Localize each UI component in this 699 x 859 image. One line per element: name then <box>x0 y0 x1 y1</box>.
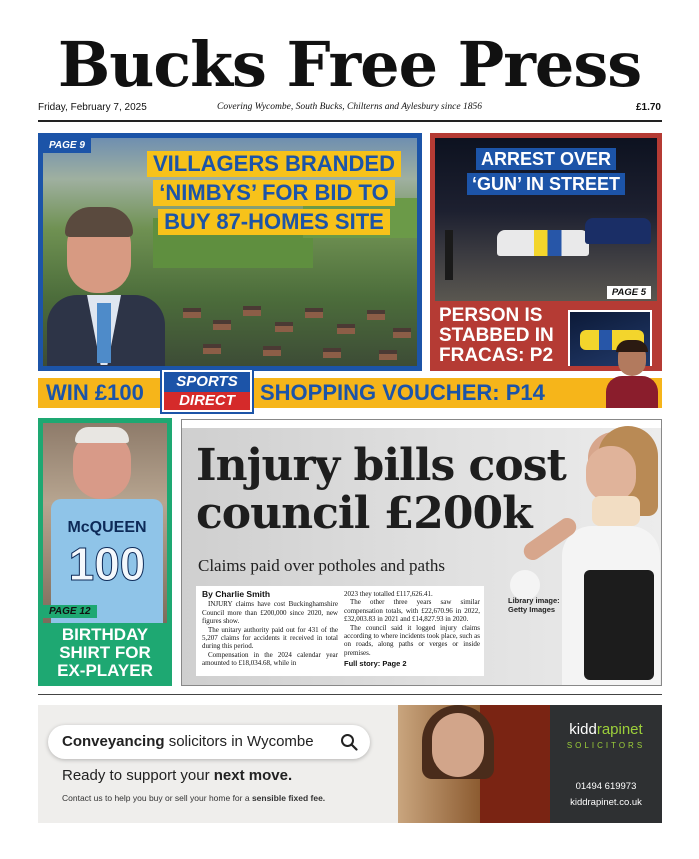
house-image <box>183 308 201 318</box>
advert-website[interactable]: kiddrapinet.co.uk <box>570 797 642 808</box>
headline-line: ‘GUN’ IN STREET <box>467 173 625 195</box>
headline-line: council £200k <box>196 488 532 539</box>
article-paragraph: 2023 they totalled £117,626.41. <box>344 590 433 598</box>
promo-model-photo <box>602 342 662 408</box>
advert-tagline-bold: next move. <box>213 767 293 784</box>
police-car-image <box>497 230 589 256</box>
kiddrapinet-advert[interactable] <box>38 705 662 823</box>
advert-tagline <box>62 767 292 784</box>
headline-line: PERSON IS <box>439 305 543 326</box>
headline-birthday <box>42 626 168 680</box>
search-text: solicitors in Wycombe <box>164 733 314 750</box>
promo-banner[interactable] <box>38 373 662 409</box>
credit-line: Getty Images <box>508 605 556 614</box>
lead-story[interactable] <box>181 419 662 686</box>
story-villagers[interactable] <box>38 133 422 371</box>
article-paragraph: The council said it logged injury claims according to where incidents took place, such as on roads, along paths or verges or inside premises. <box>344 623 480 657</box>
article-paragraph: INJURY claims have cost Buckinghamshire Council more than £200,000 since 2020, new figures show. <box>202 600 338 626</box>
advert-tagline-text: Ready to support your <box>62 767 214 784</box>
brand-part-b: rapinet <box>596 721 643 738</box>
article-paragraph: Compensation in the 2024 calendar year amounted to £18,034.68, while in <box>202 650 338 668</box>
headline-line: SHIRT FOR <box>59 643 151 662</box>
advert-search-bar <box>48 725 370 759</box>
promo-win: WIN £100 <box>46 380 144 405</box>
house-image <box>213 320 231 330</box>
article-paragraph: The unitary authority paid out for 431 of the 5,207 claims for accidents it received in total during this period. <box>202 625 338 651</box>
image-credit <box>508 596 560 614</box>
police-scene-photo <box>435 138 657 301</box>
ex-player-photo <box>43 423 167 623</box>
headline-line: ARREST OVER <box>476 148 616 170</box>
shirt-name: McQUEEN <box>67 519 147 536</box>
house-image <box>337 324 355 334</box>
figure-image <box>445 230 453 280</box>
headline-line: BUY 87-HOMES SITE <box>158 209 390 235</box>
headline-arrest <box>435 148 657 198</box>
page-tag: PAGE 12 <box>43 605 97 618</box>
headline-line: VILLAGERS BRANDED <box>147 151 401 177</box>
story-birthday[interactable] <box>38 418 172 686</box>
headline-line: ‘NIMBYS’ FOR BID TO <box>153 180 394 206</box>
headline-stabbed <box>439 306 554 366</box>
logo-text-bottom: DIRECT <box>164 392 250 410</box>
masthead-title: Bucks Free Press <box>57 28 642 101</box>
story-arrest[interactable] <box>430 133 662 371</box>
car-image <box>585 218 651 244</box>
dateline: Friday, February 7, 2025 <box>38 102 147 113</box>
lead-article-body <box>196 586 484 676</box>
section-rule <box>38 694 662 695</box>
headline-line: STABBED IN <box>439 325 554 346</box>
tagline: Covering Wycombe, South Bucks, Chilterns and Aylesbury since 1856 <box>217 102 482 112</box>
page-tag: PAGE 5 <box>607 286 651 299</box>
contact-text: Contact us to help you buy or sell your home for a <box>62 793 252 803</box>
headline-line: Injury bills cost <box>196 440 566 491</box>
house-image <box>379 350 397 360</box>
cover-price: £1.70 <box>635 102 661 113</box>
masthead-rule <box>38 120 662 122</box>
house-image <box>367 310 385 320</box>
house-image <box>393 328 411 338</box>
byline: By Charlie Smith <box>202 589 271 599</box>
article-paragraph: The other three years saw similar compensation totals, with £22,670.96 in 2022, £32,003.83 in 2021 and £14,827.93 in 2020. <box>344 598 480 624</box>
credit-line: Library image: <box>508 596 560 605</box>
logo-text-top: SPORTS <box>164 372 250 392</box>
headline-line: BIRTHDAY <box>61 625 149 644</box>
full-story-link[interactable]: Full story: Page 2 <box>344 659 407 669</box>
lead-headline <box>196 442 576 538</box>
smiling-woman-image <box>432 713 484 777</box>
brand-part-a: kidd <box>569 721 597 738</box>
advert-contact-text <box>62 793 325 803</box>
lead-subheadline: Claims paid over potholes and paths <box>198 556 445 575</box>
page-tag: PAGE 9 <box>43 138 91 153</box>
headline-line: EX-PLAYER <box>57 661 153 680</box>
house-image <box>203 344 221 354</box>
house-image <box>263 346 281 356</box>
shirt-number: 100 <box>68 538 146 590</box>
headline-villagers <box>129 151 419 238</box>
brand-logo <box>550 721 662 738</box>
search-icon <box>340 733 358 751</box>
search-bold-text: Conveyancing <box>62 733 165 750</box>
contact-bold: sensible fixed fee. <box>251 793 326 803</box>
brand-subtitle: SOLICITORS <box>566 741 646 750</box>
headline-line: FRACAS: P2 <box>439 345 554 366</box>
advert-brand-panel <box>550 705 662 823</box>
sports-direct-logo <box>160 368 254 414</box>
house-image <box>243 306 261 316</box>
house-image <box>323 348 341 358</box>
promo-voucher: SHOPPING VOUCHER: P14 <box>260 380 545 405</box>
advert-phone[interactable]: 01494 619973 <box>575 781 637 792</box>
house-image <box>275 322 293 332</box>
house-image <box>305 308 323 318</box>
